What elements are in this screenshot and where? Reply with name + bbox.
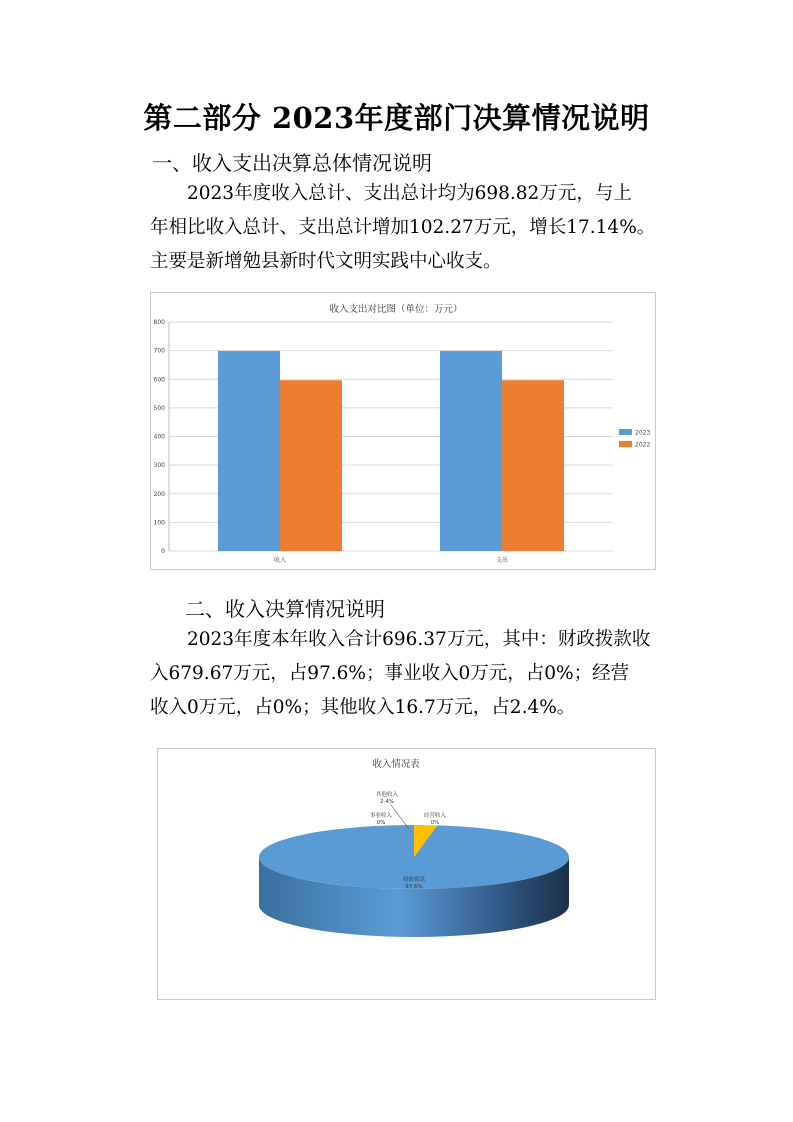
fiscal-pct: 97.6% — [405, 884, 423, 890]
paragraph-line: 2023年度收入总计、支出总计均为698.82万元，与上 — [187, 183, 632, 204]
y-tick-label: 500 — [153, 404, 165, 412]
business-label: 事业收入 — [369, 813, 393, 819]
x-category-label: 支出 — [495, 557, 509, 564]
other-label: 其他收入 — [375, 792, 399, 798]
bar — [440, 351, 502, 551]
page-title: 第二部分 2023年度部门决算情况说明 — [143, 101, 650, 135]
legend-swatch — [619, 429, 632, 435]
income-expense-bar-chart — [151, 293, 655, 569]
section-heading-income: 二、收入决算情况说明 — [185, 597, 385, 621]
business-pct: 0% — [376, 820, 386, 826]
paragraph-line: 入679.67万元，占97.6%；事业收入0万元，占0%；经营 — [150, 663, 630, 684]
operating-label: 经营收入 — [423, 813, 447, 819]
bar — [502, 380, 564, 551]
legend-label: 2023 — [635, 429, 651, 437]
y-tick-label: 800 — [153, 319, 165, 326]
y-tick-label: 100 — [153, 519, 165, 527]
x-category-label: 收入 — [273, 557, 287, 564]
bar — [280, 380, 342, 551]
section-heading-overall: 一、收入支出决算总体情况说明 — [152, 151, 432, 175]
chart-title: 收入支出对比图（单位：万元） — [329, 304, 463, 315]
paragraph-overall — [150, 177, 670, 279]
bar-chart-frame — [150, 292, 656, 570]
operating-pct: 0% — [430, 820, 440, 826]
fiscal-label: 财政拨款 — [402, 877, 426, 883]
y-tick-label: 400 — [153, 433, 165, 441]
paragraph-line: 2023年度本年收入合计696.37万元，其中：财政拨款收 — [187, 629, 651, 650]
bar — [218, 351, 280, 551]
y-tick-label: 300 — [153, 462, 165, 470]
income-pie-chart — [158, 749, 655, 999]
pie-chart-frame — [157, 748, 656, 1000]
paragraph-line: 年相比收入总计、支出总计增加102.27万元，增长17.14%。 — [150, 217, 656, 238]
chart-title: 收入情况表 — [372, 759, 420, 770]
paragraph-line: 主要是新增勉县新时代文明实践中心收支。 — [150, 251, 502, 272]
y-tick-label: 200 — [153, 490, 165, 498]
paragraph-line: 收入0万元，占0%；其他收入16.7万元，占2.4%。 — [150, 697, 576, 718]
legend-label: 2022 — [635, 441, 651, 449]
legend-swatch — [619, 441, 632, 447]
y-tick-label: 0 — [161, 548, 165, 555]
paragraph-income — [150, 623, 670, 725]
y-tick-label: 600 — [153, 376, 165, 384]
y-tick-label: 700 — [153, 347, 165, 355]
other-pct: 2.4% — [380, 799, 394, 805]
